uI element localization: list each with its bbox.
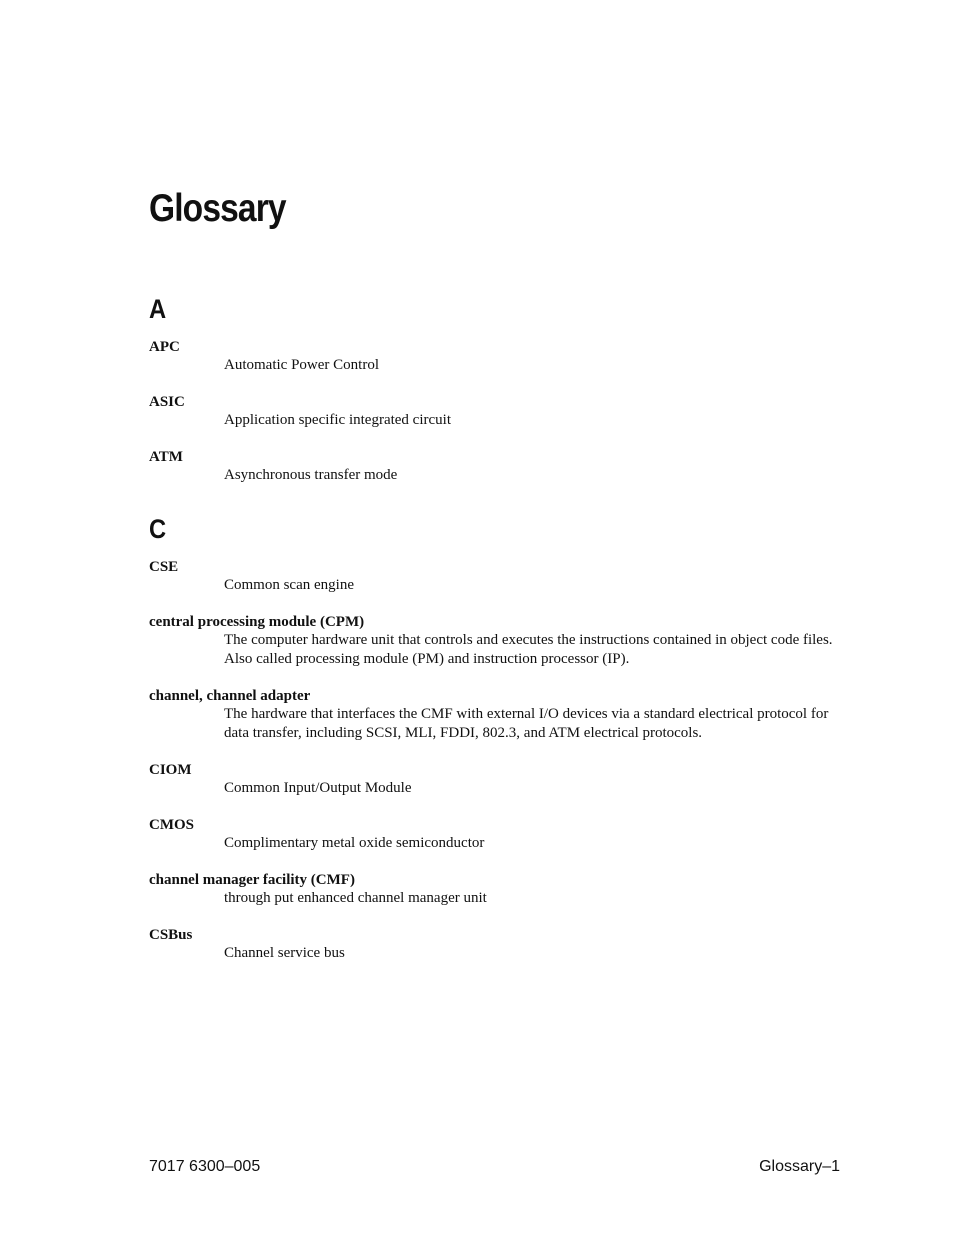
glossary-definition: Common scan engine [224,577,354,593]
footer-document-number: 7017 6300–005 [149,1158,261,1175]
glossary-term: channel manager facility (CMF) [149,872,355,888]
glossary-term: CSE [149,559,179,575]
glossary-term: CIOM [149,762,192,778]
glossary-term: ASIC [149,394,185,410]
footer-page-number: Glossary–1 [759,1158,840,1175]
glossary-definition: Application specific integrated circuit [224,412,451,428]
glossary-definition: The computer hardware unit that controls and executes the instructions contained in object code files. Also called processing module (PM) and instruction processor (IP). [224,632,833,667]
glossary-section-c [149,510,849,963]
glossary-entry [149,448,849,485]
glossary-definition: through put enhanced channel manager unit [224,890,487,906]
glossary-term: channel, channel adapter [149,688,311,704]
glossary-definition: Automatic Power Control [224,357,379,373]
glossary-entry [149,926,849,963]
glossary-entry [149,816,849,853]
glossary-definition: Common Input/Output Module [224,780,412,796]
glossary-entry [149,558,849,595]
glossary-entry [149,761,849,798]
glossary-definition: The hardware that interfaces the CMF with external I/O devices via a standard electrical protocol for data transfer, including SCSI, MLI, FDDI, 802.3, and ATM electrical protocols. [224,706,829,741]
glossary-definition: Asynchronous transfer mode [224,467,398,483]
glossary-definition: Channel service bus [224,945,345,961]
glossary-entry [149,687,849,743]
glossary-term: central processing module (CPM) [149,614,365,630]
glossary-content [149,290,849,963]
section-heading: C [149,514,167,544]
section-heading: A [149,294,167,324]
glossary-term: CMOS [149,817,194,833]
page-title: Glossary [149,187,286,230]
glossary-term: APC [149,339,180,355]
glossary-term: CSBus [149,927,193,943]
glossary-term: ATM [149,449,183,465]
glossary-entry [149,338,849,375]
glossary-entry [149,871,849,908]
glossary-entry [149,613,849,669]
glossary-definition: Complimentary metal oxide semiconductor [224,835,485,851]
glossary-entry [149,393,849,430]
glossary-section-a [149,290,849,485]
